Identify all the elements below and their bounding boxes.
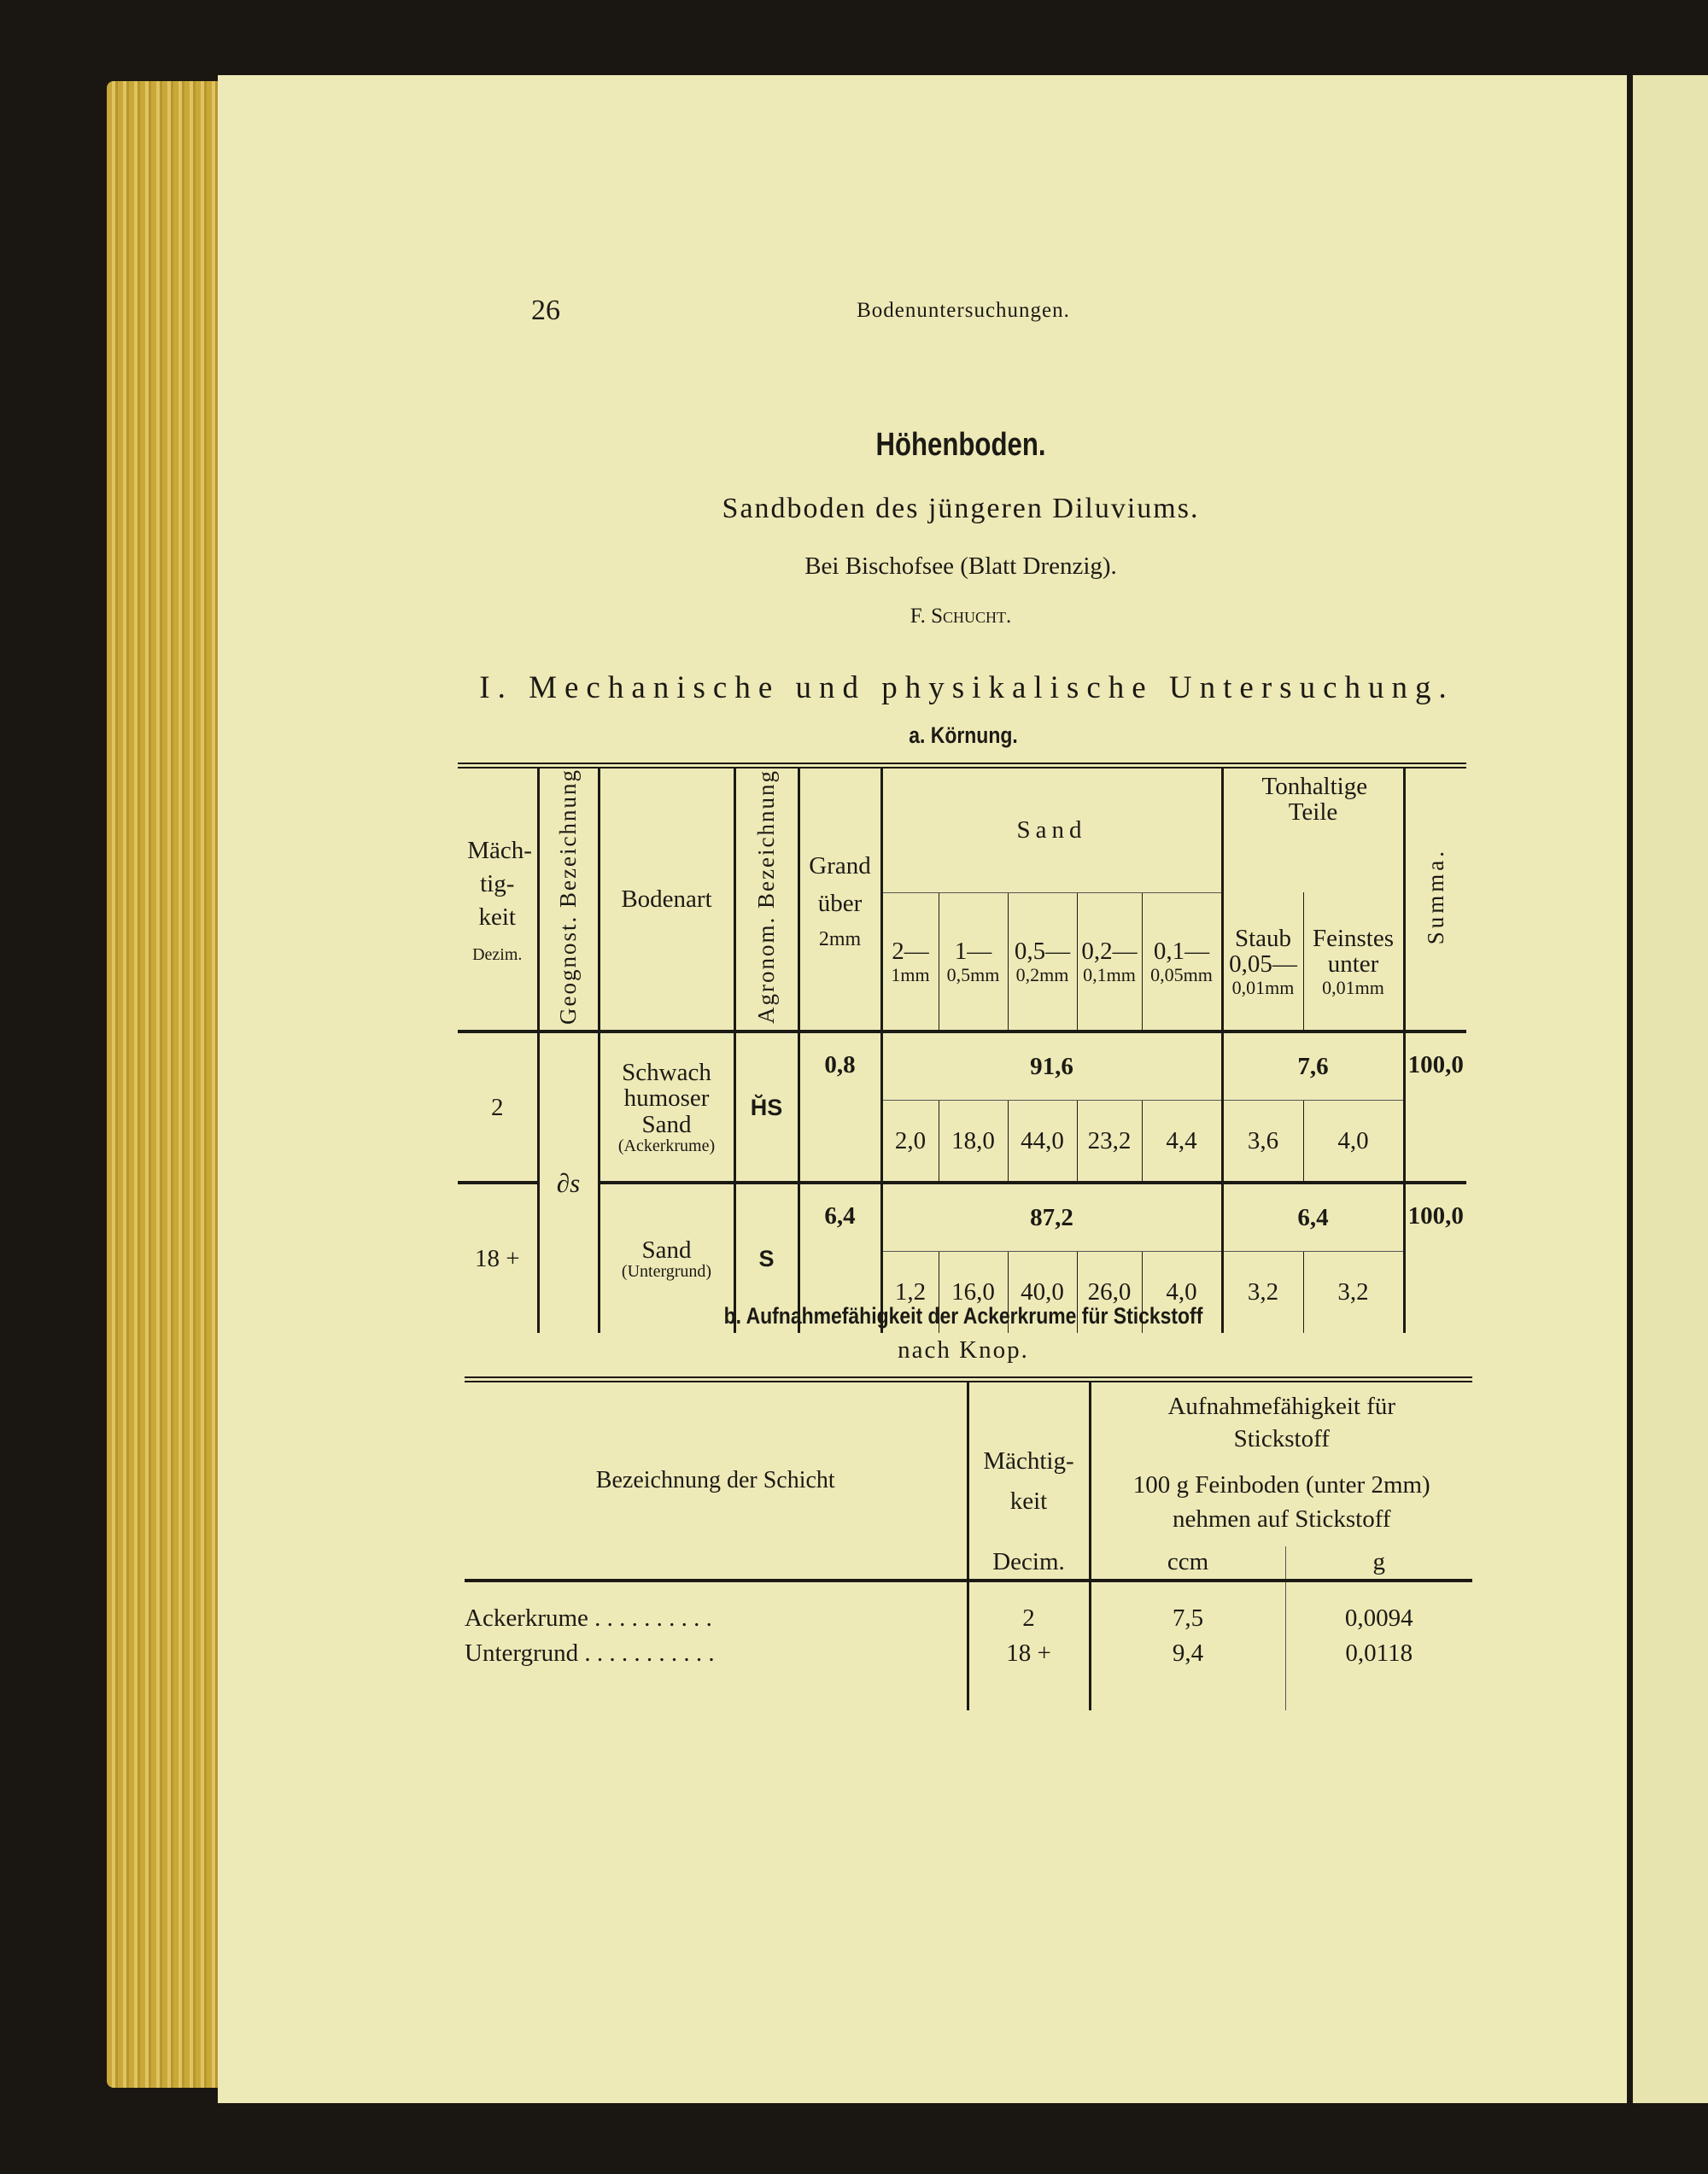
author: F. Schucht.: [910, 605, 1012, 628]
schicht-value: Untergrund . . . . . . . . . . .: [465, 1639, 715, 1668]
ccm-value: 7,5: [1090, 1581, 1285, 1632]
geognost-value: ∂s: [538, 1031, 599, 1333]
sand-value: 18,0: [939, 1100, 1008, 1183]
maechtigkeit-value: 18 +: [474, 1245, 520, 1273]
grain-size-table: [458, 763, 1466, 1333]
header-agronom: Agronom. Bezeichnung: [734, 766, 798, 1032]
location: Bei Bischofsee (Blatt Drenzig).: [804, 552, 1117, 580]
facing-page: [1633, 75, 1708, 2103]
table-row: [465, 1632, 1472, 1676]
sand-total: 91,6: [881, 1031, 1222, 1100]
sand-value: 1,2: [881, 1251, 939, 1333]
ton-value: 4,0: [1303, 1100, 1404, 1183]
ton-total: 6,4: [1222, 1183, 1404, 1251]
ton-value: 3,2: [1222, 1251, 1303, 1333]
sand-value: 4,0: [1142, 1251, 1222, 1333]
header-maechtigkeit: Mäch- tig- keit Dezim.: [458, 766, 538, 1032]
table-row: [465, 1581, 1472, 1632]
table-row: [458, 1031, 1466, 1100]
sand-value: 26,0: [1077, 1251, 1142, 1333]
header-aufnahme: Aufnahmefähigkeit für Stickstoff 100 g Feinboden (unter 2mm) nehmen auf Stickstoff: [1090, 1380, 1472, 1546]
running-title: Bodenuntersuchungen.: [857, 299, 1070, 322]
header-decim: Decim.: [968, 1546, 1090, 1581]
ton-value: 3,6: [1222, 1100, 1303, 1183]
header-sand: Sand: [881, 766, 1222, 893]
header-tonhaltige: Tonhaltige Teile: [1222, 766, 1404, 893]
sand-value: 2,0: [881, 1100, 939, 1183]
summa-value: 100,0: [1404, 1183, 1466, 1333]
fraction-header: 0,2— 0,1mm: [1077, 892, 1142, 1031]
fraction-header-feinstes: Feinstes unter 0,01mm: [1303, 892, 1404, 1031]
fraction-header: 1— 0,5mm: [939, 892, 1008, 1031]
book-page-edges: [107, 81, 226, 2088]
maechtigkeit-value: 18 +: [968, 1632, 1090, 1676]
table-b-caption: b. Aufnahmefähigkeit der Ackerkrume für Stickstoff: [723, 1303, 1203, 1329]
fraction-header-staub: Staub 0,05— 0,01mm: [1222, 892, 1303, 1031]
g-value: 0,0094: [1285, 1581, 1472, 1632]
header-schicht: Bezeichnung der Schicht: [465, 1380, 968, 1581]
summa-value: 100,0: [1404, 1031, 1466, 1183]
header-g: g: [1285, 1546, 1472, 1581]
subtitle: Sandboden des jüngeren Diluviums.: [722, 493, 1200, 524]
sand-value: 4,4: [1142, 1100, 1222, 1183]
table-a-caption: a. Körnung.: [909, 722, 1018, 748]
table-b-caption-sub: nach Knop.: [898, 1336, 1029, 1364]
fraction-header: 0,5— 0,2mm: [1008, 892, 1077, 1031]
bodenart-value: Sand (Untergrund): [599, 1183, 734, 1333]
header-maechtigkeit: Mächtig- keit: [968, 1380, 1090, 1546]
nitrogen-absorption-table: [465, 1376, 1472, 1710]
header-bodenart: Bodenart: [599, 766, 734, 1032]
ton-total: 7,6: [1222, 1031, 1404, 1100]
header-grand: Grand über 2mm: [798, 766, 881, 1032]
bodenart-value: Schwach humoser Sand (Ackerkrume): [599, 1031, 734, 1183]
sand-value: 23,2: [1077, 1100, 1142, 1183]
maechtigkeit-value: 2: [968, 1581, 1090, 1632]
ton-value: 3,2: [1303, 1251, 1404, 1333]
agronom-value: S: [734, 1183, 798, 1333]
sand-value: 44,0: [1008, 1100, 1077, 1183]
fraction-header: 2— 1mm: [881, 892, 939, 1031]
table-row: [458, 1183, 1466, 1251]
sand-total: 87,2: [881, 1183, 1222, 1251]
grand-value: 0,8: [798, 1031, 881, 1183]
fraction-header: 0,1— 0,05mm: [1142, 892, 1222, 1031]
section-title: I. Mechanische und physikalische Untersuchung.: [479, 670, 1454, 705]
page-title: Höhenboden.: [875, 427, 1046, 463]
maechtigkeit-value: 2: [458, 1031, 538, 1183]
schicht-value: Ackerkrume . . . . . . . . . .: [465, 1604, 712, 1633]
grand-value: 6,4: [798, 1183, 881, 1333]
header-geognost: Geognost. Bezeichnung: [538, 766, 599, 1032]
header-summa: Summa.: [1404, 766, 1466, 1032]
g-value: 0,0118: [1285, 1632, 1472, 1676]
sand-value: 16,0: [939, 1251, 1008, 1333]
sand-value: 40,0: [1008, 1251, 1077, 1333]
ccm-value: 9,4: [1090, 1632, 1285, 1676]
agronom-value: H̆S: [734, 1031, 798, 1183]
page-number: 26: [531, 295, 560, 326]
header-ccm: ccm: [1090, 1546, 1285, 1581]
